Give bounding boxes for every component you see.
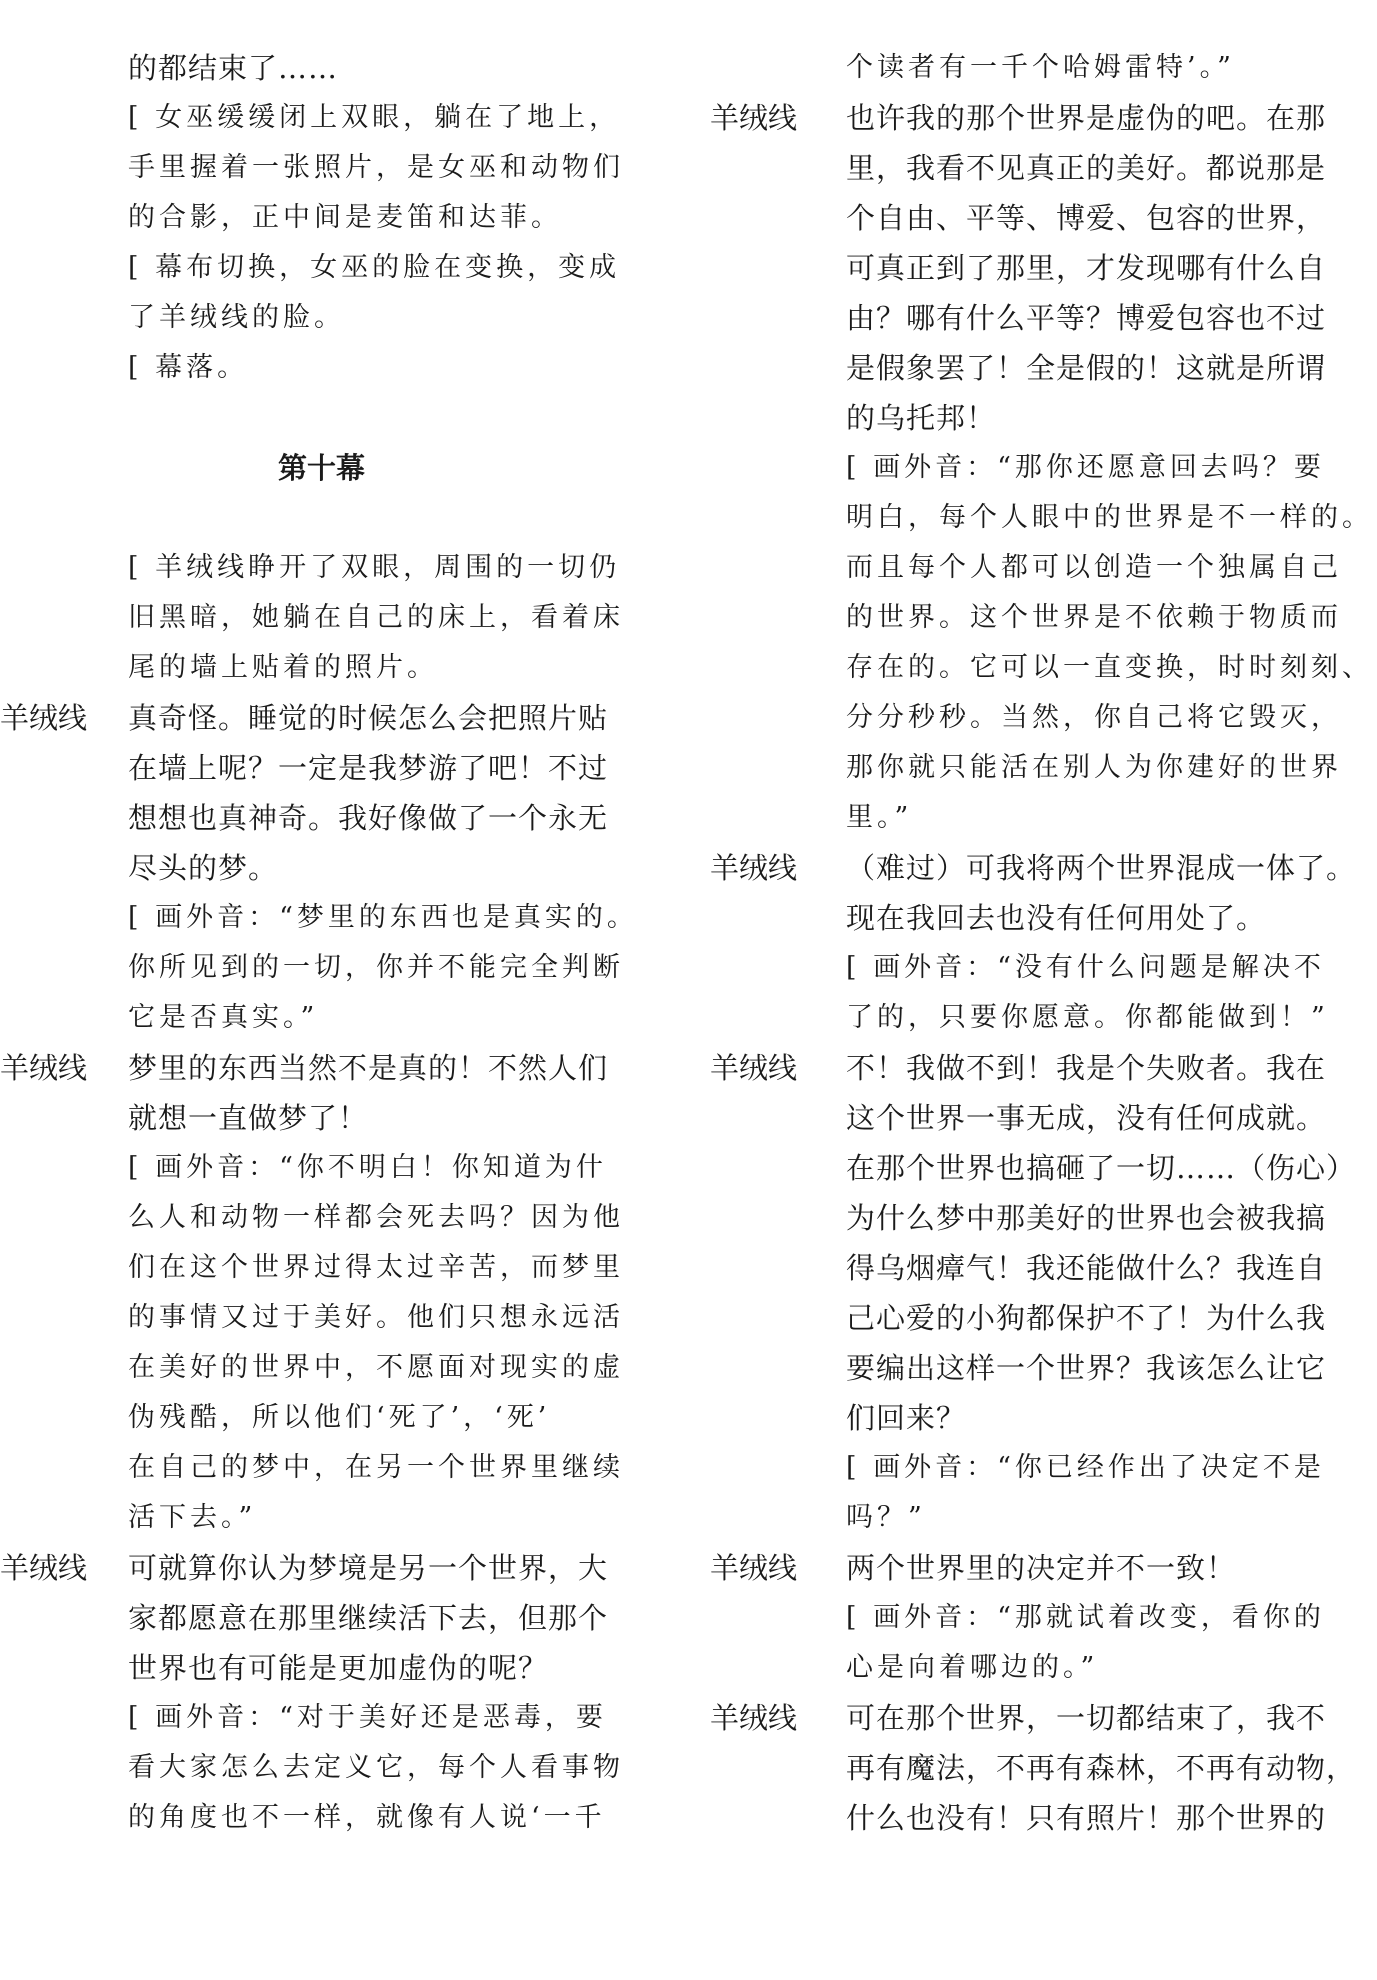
voice-over-line: 个读者有一千个哈姆雷特’。”: [846, 52, 1235, 83]
dialogue-line: 为什么梦中那美好的世界也会被我搞: [846, 1201, 1327, 1235]
voice-over-line: 那你就只能活在别人为你建好的世界: [846, 752, 1342, 783]
stage-direction: [ 幕布切换，女巫的脸在变换，变成: [128, 252, 621, 283]
dialogue-line: 再有魔法，不再有森林，不再有动物，: [846, 1751, 1357, 1785]
voice-over-line: 活下去。”: [128, 1502, 257, 1533]
voice-over-line: 你所见到的一切，你并不能完全判断: [128, 952, 624, 983]
dialogue-line: 己心爱的小狗都保护不了！为什么我: [846, 1301, 1327, 1335]
stage-direction: [ 幕落。: [128, 352, 249, 383]
speaker-name: 羊绒线: [710, 101, 798, 135]
voice-over-line: 而且每个人都可以创造一个独属自己: [846, 552, 1342, 583]
stage-direction: 了羊绒线的脸。: [128, 302, 345, 333]
stage-direction: 手里握着一张照片，是女巫和动物们: [128, 152, 624, 183]
stage-direction: 旧黑暗，她躺在自己的床上，看着床: [128, 602, 624, 633]
stage-direction: 尾的墙上贴着的照片。: [128, 652, 438, 683]
voice-over-line: [ 画外音：“你已经作出了决定不是: [846, 1452, 1325, 1483]
dialogue-line: 现在我回去也没有任何用处了。: [846, 901, 1267, 935]
voice-over-line: 在美好的世界中，不愿面对现实的虚: [128, 1352, 624, 1383]
dialogue-line: 的乌托邦！: [846, 401, 997, 435]
voice-over-line: 的世界。这个世界是不依赖于物质而: [846, 602, 1342, 633]
dialogue-line: 个自由、平等、博爱、包容的世界，: [846, 201, 1327, 235]
stage-direction: 的合影，正中间是麦笛和达菲。: [128, 202, 562, 233]
speaker-name: 羊绒线: [710, 1551, 798, 1585]
dialogue-line: 什么也没有！只有照片！那个世界的: [846, 1801, 1327, 1835]
dialogue-line: 就想一直做梦了！: [128, 1101, 369, 1135]
dialogue-line: 这个世界一事无成，没有任何成就。: [846, 1101, 1327, 1135]
dialogue-line: 要编出这样一个世界？我该怎么让它: [846, 1351, 1327, 1385]
voice-over-line: 在自己的梦中，在另一个世界里继续: [128, 1452, 624, 1483]
dialogue-line: 是假象罢了！全是假的！这就是所谓: [846, 351, 1327, 385]
dialogue-line: 家都愿意在那里继续活下去，但那个: [128, 1601, 609, 1635]
dialogue-line: 在那个世界也搞砸了一切……（伤心）: [846, 1151, 1357, 1185]
voice-over-line: 存在的。它可以一直变换，时时刻刻、: [846, 652, 1373, 683]
voice-over-line: 明白，每个人眼中的世界是不一样的。: [846, 502, 1373, 533]
voice-over-line: 的事情又过于美好。他们只想永远活: [128, 1302, 624, 1333]
voice-over-line: 里。”: [846, 802, 913, 833]
dialogue-line: 里，我看不见真正的美好。都说那是: [846, 151, 1327, 185]
dialogue-line: 在墙上呢？一定是我梦游了吧！不过: [128, 751, 609, 785]
dialogue-line: 可在那个世界，一切都结束了，我不: [846, 1701, 1327, 1735]
voice-over-line: 么人和动物一样都会死去吗？因为他: [128, 1202, 624, 1233]
dialogue-line: 不！我做不到！我是个失败者。我在: [846, 1051, 1327, 1085]
voice-over-line: [ 画外音：“对于美好还是恶毒，要: [128, 1702, 607, 1733]
voice-over-line: [ 画外音：“没有什么问题是解决不: [846, 952, 1325, 983]
voice-over-line: 分分秒秒。当然，你自己将它毁灭，: [846, 702, 1342, 733]
voice-over-line: 吗？”: [846, 1502, 926, 1533]
dialogue-line: 得乌烟瘴气！我还能做什么？我连自: [846, 1251, 1327, 1285]
act-heading: 第十幕: [278, 451, 366, 485]
voice-over-line: [ 画外音：“那你还愿意回去吗？要: [846, 452, 1325, 483]
voice-over-line: 它是否真实。”: [128, 1002, 319, 1033]
dialogue-line: 世界也有可能是更加虚伪的呢？: [128, 1651, 549, 1685]
speaker-name: 羊绒线: [0, 1551, 88, 1585]
dialogue-line: 真奇怪。睡觉的时候怎么会把照片贴: [128, 701, 609, 735]
dialogue-line: 可真正到了那里，才发现哪有什么自: [846, 251, 1327, 285]
speaker-name: 羊绒线: [710, 1051, 798, 1085]
stage-direction: [ 羊绒线睁开了双眼，周围的一切仍: [128, 552, 621, 583]
voice-over-line: [ 画外音：“梦里的东西也是真实的。: [128, 902, 638, 933]
voice-over-line: 看大家怎么去定义它，每个人看事物: [128, 1752, 624, 1783]
voice-over-line: 了的，只要你愿意。你都能做到！”: [846, 1002, 1329, 1033]
stage-direction: [ 女巫缓缓闭上双眼，躺在了地上，: [128, 102, 621, 133]
speaker-name: 羊绒线: [0, 701, 88, 735]
dialogue-line: 由？哪有什么平等？博爱包容也不过: [846, 301, 1327, 335]
dialogue-line: 们回来？: [846, 1401, 967, 1435]
voice-over-line: 伪残酷，所以他们‘死了’，‘死’: [128, 1402, 551, 1433]
speaker-name: 羊绒线: [710, 851, 798, 885]
voice-over-line: 心是向着哪边的。”: [846, 1652, 1099, 1683]
speaker-name: 羊绒线: [710, 1701, 798, 1735]
dialogue-line: 两个世界里的决定并不一致！: [846, 1551, 1237, 1585]
dialogue-line: （难过）可我将两个世界混成一体了。: [846, 851, 1357, 885]
voice-over-line: [ 画外音：“那就试着改变，看你的: [846, 1602, 1325, 1633]
voice-over-line: [ 画外音：“你不明白！你知道为什: [128, 1152, 607, 1183]
dialogue-line: 想想也真神奇。我好像做了一个永无: [128, 801, 609, 835]
voice-over-line: 们在这个世界过得太过辛苦，而梦里: [128, 1252, 624, 1283]
dialogue-line: 也许我的那个世界是虚伪的吧。在那: [846, 101, 1327, 135]
script-line: 的都结束了……: [128, 51, 339, 85]
dialogue-line: 梦里的东西当然不是真的！不然人们: [128, 1051, 609, 1085]
dialogue-line: 尽头的梦。: [128, 851, 279, 885]
voice-over-line: 的角度也不一样，就像有人说‘一千: [128, 1802, 606, 1833]
dialogue-line: 可就算你认为梦境是另一个世界，大: [128, 1551, 609, 1585]
speaker-name: 羊绒线: [0, 1051, 88, 1085]
